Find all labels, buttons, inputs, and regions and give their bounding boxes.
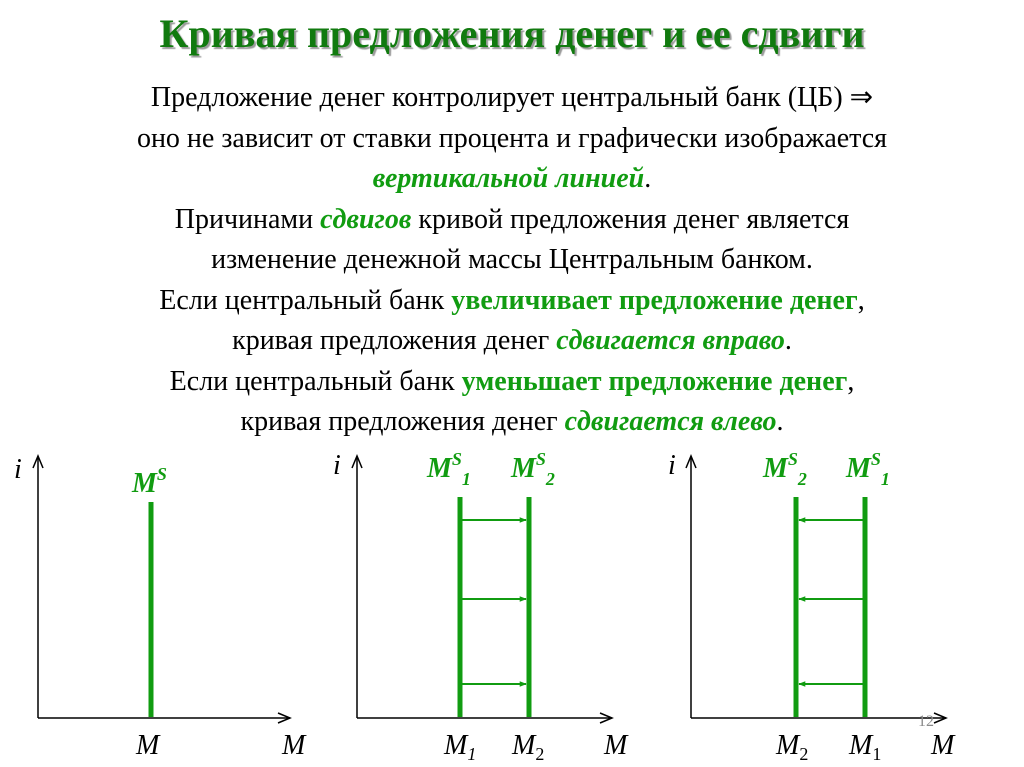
text-segment: Если центральный банк: [169, 365, 462, 397]
tick-label-2: $M_2$: [512, 730, 545, 764]
text-segment: .: [776, 406, 784, 437]
y-axis-label: i: [333, 450, 341, 481]
x-axis-label: M: [282, 730, 306, 761]
emphasis-text: сдвигается влево: [564, 406, 777, 437]
slide-title: Кривая предложения денег и ее сдвиги: [159, 11, 865, 56]
emphasis-text: увеличивает предложение денег: [451, 284, 858, 316]
curve-label-1: $M^S_1$: [427, 449, 471, 489]
tick-label-1: M: [136, 730, 160, 761]
text-segment: ,: [847, 365, 855, 397]
y-axis-label: i: [14, 454, 22, 485]
emphasis-text: сдвигов: [320, 203, 412, 235]
text-segment: кривая предложения денег: [240, 406, 565, 437]
tick-label-1: $M_1$: [444, 730, 477, 764]
emphasis-text: уменьшает предложение денег: [461, 365, 848, 397]
text-segment: ,: [857, 284, 865, 316]
x-axis-label: M: [604, 730, 628, 761]
emphasis-text: сдвигается вправо: [556, 325, 785, 356]
text-segment: изменение денежной массы Центральным банком.: [211, 244, 813, 275]
curve-label-2: $M^S_2$: [511, 449, 555, 489]
emphasis-text: вертикальной линией: [372, 163, 645, 194]
curve-label-2: $M^S_1$: [846, 449, 890, 489]
text-segment: оно не зависит от ставки процента и графически изображается: [136, 122, 888, 154]
text-segment: кривой предложения денег является: [411, 203, 850, 235]
text-segment: .: [644, 163, 652, 194]
page-number: 12: [918, 713, 934, 730]
text-segment: Причинами: [174, 203, 321, 235]
tick-label-1: $M_2$: [776, 730, 809, 764]
tick-label-2: $M_1$: [849, 730, 882, 764]
y-axis-label: i: [668, 450, 676, 481]
text-segment: кривая предложения денег: [232, 325, 557, 356]
graph-2: [333, 449, 629, 764]
curve-label-1: $M^S$: [132, 464, 167, 499]
text-segment: .: [784, 325, 792, 356]
curve-label-1: $M^S_2$: [763, 449, 807, 489]
text-segment: Если центральный банк: [159, 284, 452, 316]
text-segment: Предложение денег контролирует центральный банк (ЦБ) ⇒: [150, 82, 874, 113]
graph-1: [14, 454, 307, 761]
x-axis-label: M: [931, 730, 955, 761]
graph-3: [668, 449, 956, 764]
